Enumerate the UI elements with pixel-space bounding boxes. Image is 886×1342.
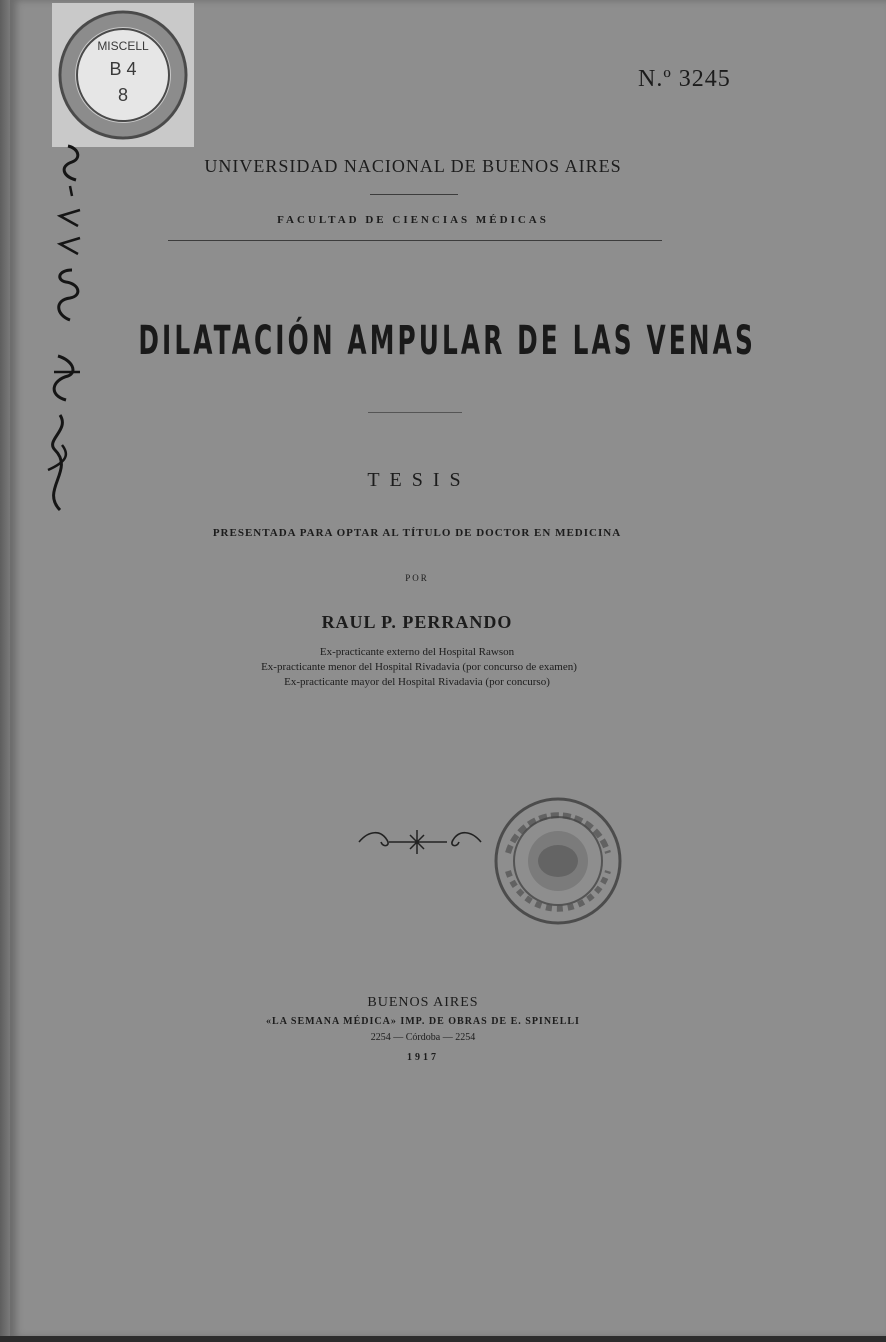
printer-ornament-icon <box>355 826 485 856</box>
thesis-title: DILATACIÓN AMPULAR DE LAS VENAS <box>138 318 756 364</box>
page-bottom-edge <box>0 1336 886 1342</box>
imprint-city: BUENOS AIRES <box>367 995 479 1010</box>
credential-line: Ex-practicante mayor del Hospital Rivadavia (por concurso) <box>284 676 550 688</box>
round-library-stamp-icon <box>488 793 628 929</box>
divider-title <box>368 412 462 413</box>
imprint-press: «LA SEMANA MÉDICA» IMP. DE OBRAS DE E. SPINELLI <box>266 1016 580 1027</box>
stamp-line-miscell: MISCELL <box>97 39 149 53</box>
divider-short <box>370 194 458 195</box>
credential-line: Ex-practicante externo del Hospital Rawson <box>319 646 515 658</box>
imprint-address: 2254 — Córdoba — 2254 <box>370 1032 476 1043</box>
author-name: RAUL P. PERRANDO <box>321 612 513 632</box>
divider-long <box>168 240 662 241</box>
handwritten-shelfmark-icon <box>0 0 120 560</box>
document-type: TESIS <box>367 469 471 491</box>
stamp-line-shelf: B 4 <box>109 59 137 79</box>
imprint-year: 1917 <box>407 1052 439 1063</box>
stamp-line-number: 8 <box>117 85 128 105</box>
by-label: POR <box>405 573 429 583</box>
presented-for: PRESENTADA PARA OPTAR AL TÍTULO DE DOCTOR EN MEDICINA <box>212 527 622 539</box>
credential-line: Ex-practicante menor del Hospital Rivadavia (por concurso de examen) <box>261 661 577 673</box>
thesis-number: N.º 3245 <box>638 66 731 92</box>
university-name: UNIVERSIDAD NACIONAL DE BUENOS AIRES <box>204 156 622 176</box>
faculty-name: FACULTAD DE CIENCIAS MÉDICAS <box>277 214 549 226</box>
